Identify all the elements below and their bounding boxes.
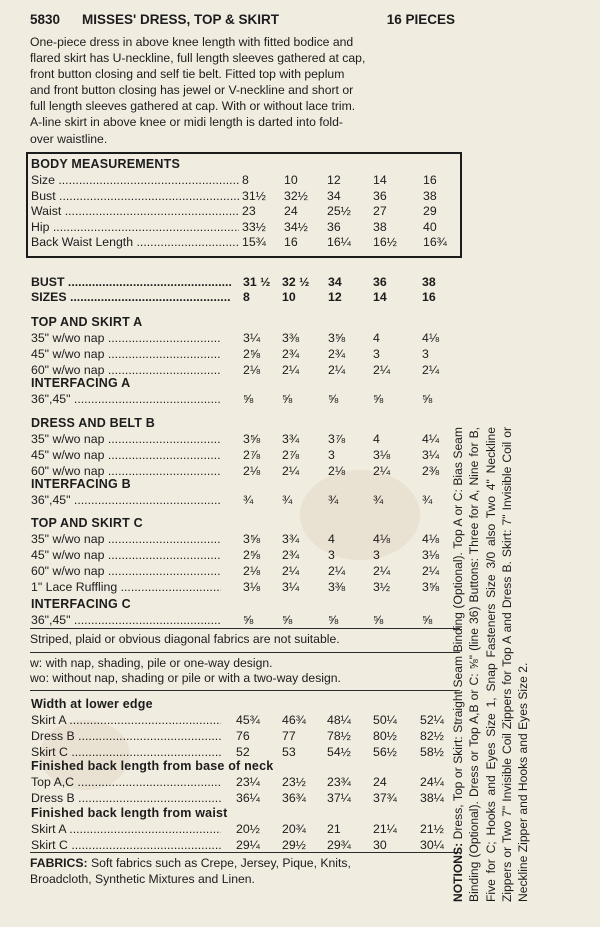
row-label: 45" w/wo nap ..... <box>31 347 221 362</box>
row-value: 3¼ <box>282 580 300 594</box>
row-value: 21¼ <box>373 822 397 836</box>
row-value: ¾ <box>328 493 339 507</box>
row-value: 29¼ <box>236 838 260 852</box>
row-value: 37¼ <box>327 791 351 805</box>
row-value: 46¾ <box>282 713 306 727</box>
description-line: full length sleeves gathered at cap. With or without lace trim. <box>30 99 356 114</box>
yardage-row <box>0 347 600 362</box>
divider <box>30 852 460 853</box>
measurement-row <box>0 204 600 219</box>
yardage-section-title: TOP AND SKIRT A <box>31 315 143 329</box>
piece-count: 16 PIECES <box>386 12 455 27</box>
row-value: 2¼ <box>282 363 300 377</box>
row-value: 77 <box>282 729 296 743</box>
row-label: 45" w/wo nap ..... <box>31 448 221 463</box>
row-label: Size ..... <box>31 173 239 188</box>
row-value: 3⅛ <box>243 580 261 594</box>
row-value: 31 ½ <box>243 275 271 289</box>
row-value: 21 <box>327 822 341 836</box>
description-line: and front button closing has jewel or V-neckline and short or <box>30 83 354 98</box>
row-label: 35" w/wo nap ..... <box>31 331 221 346</box>
description-line: over waistline. <box>30 131 108 146</box>
row-label: Skirt C ..... <box>31 838 221 853</box>
row-value: 56½ <box>373 745 397 759</box>
row-value: 3⅜ <box>282 331 300 345</box>
row-value: 36 <box>327 219 341 234</box>
description-line: flared skirt has U-neckline, full length sleeves gathered at cap, <box>30 51 366 66</box>
row-value: 4¼ <box>422 432 440 446</box>
row-value: 15¾ <box>242 235 266 249</box>
row-label: 60" w/wo nap ..... <box>31 564 221 579</box>
row-value: 23¼ <box>236 775 260 789</box>
row-value: 3¾ <box>282 432 300 446</box>
row-value: 29½ <box>282 838 306 852</box>
row-value: 3¾ <box>282 532 300 546</box>
row-value: 24 <box>284 204 298 218</box>
row-label: 35" w/wo nap ..... <box>31 532 221 547</box>
row-value: 24¼ <box>420 775 444 789</box>
row-value: ⅝ <box>373 392 384 406</box>
row-label: 35" w/wo nap ..... <box>31 432 221 447</box>
description-line: front button closing and self tie belt. Fitted top with peplum <box>30 67 345 82</box>
row-value: 40 <box>423 219 437 234</box>
row-value: ¾ <box>373 493 384 507</box>
yardage-section-title: INTERFACING A <box>31 376 131 390</box>
fabrics-text: Soft fabrics such as Crepe, Jersey, Pique, Knits, <box>90 856 351 870</box>
row-value: 16¼ <box>327 235 351 249</box>
row-value: 3½ <box>373 580 391 594</box>
row-label: 36",45" ..... <box>31 493 221 508</box>
pattern-description <box>30 34 455 147</box>
row-value: 3 <box>422 347 429 361</box>
yardage-section-title: TOP AND SKIRT C <box>31 516 143 530</box>
notions-block <box>450 427 531 902</box>
row-value: 4⅛ <box>373 532 391 546</box>
measurement-row <box>0 220 600 235</box>
row-value: 16½ <box>373 235 397 249</box>
pattern-number: 5830 <box>30 12 61 27</box>
row-value: 16 <box>423 173 437 187</box>
finished-group-title: Width at lower edge <box>31 697 153 711</box>
row-value: 58½ <box>420 745 444 759</box>
nap-note-with: w: with nap, shading, pile or one-way design. <box>30 656 273 670</box>
bust-row <box>0 275 600 290</box>
row-value: 4 <box>373 331 380 345</box>
row-value: 3⅝ <box>422 580 440 594</box>
row-value: 3⅝ <box>243 532 261 546</box>
row-value: 16 <box>284 235 298 249</box>
row-value: ⅝ <box>373 613 384 627</box>
row-value: 30 <box>373 838 387 852</box>
row-value: 12 <box>327 173 341 187</box>
row-value: 34 <box>328 275 342 289</box>
divider <box>30 690 460 691</box>
row-label: Back Waist Length ..... <box>31 235 239 250</box>
row-value: 2¼ <box>422 363 440 377</box>
row-value: 2⅛ <box>243 464 261 478</box>
description-line: A-line skirt in above knee or midi length is darted into fold- <box>30 115 343 130</box>
sizes-row <box>0 290 600 305</box>
row-label: Top A,C ..... <box>31 775 221 790</box>
yardage-row <box>0 331 600 346</box>
row-value: 53 <box>282 745 296 759</box>
row-value: 2¼ <box>328 564 346 578</box>
row-value: 2⅛ <box>243 564 261 578</box>
row-value: 34 <box>327 188 341 203</box>
row-value: ¾ <box>282 493 293 507</box>
row-value: 21½ <box>420 822 444 836</box>
row-label: Dress B ..... <box>31 729 221 744</box>
row-label: Dress B ..... <box>31 791 221 806</box>
row-value: 2⅝ <box>243 347 261 361</box>
row-value: 14 <box>373 290 387 304</box>
row-value: 4 <box>373 432 380 446</box>
row-value: 34½ <box>284 219 308 234</box>
row-value: 2⅛ <box>328 464 346 478</box>
row-value: 20¾ <box>282 822 306 836</box>
pattern-title: MISSES' DRESS, TOP & SKIRT <box>82 12 280 27</box>
row-value: 31½ <box>242 188 266 203</box>
row-value: 78½ <box>327 729 351 743</box>
row-value: ¾ <box>243 493 254 507</box>
measurement-row <box>0 189 600 204</box>
notions-label: NOTIONS: <box>451 842 465 902</box>
row-value: 8 <box>243 290 250 304</box>
row-value: ⅝ <box>243 392 254 406</box>
row-label: Bust ..... <box>31 189 239 204</box>
row-value: 3⅞ <box>328 432 346 446</box>
row-value: 29 <box>423 204 437 218</box>
row-value: 20½ <box>236 822 260 836</box>
row-value: 2⅞ <box>282 448 300 462</box>
row-value: 48¼ <box>327 713 351 727</box>
row-value: 2¼ <box>328 363 346 377</box>
yardage-section-title: INTERFACING B <box>31 477 131 491</box>
row-value: 54½ <box>327 745 351 759</box>
row-value: ⅝ <box>282 392 293 406</box>
row-value: 10 <box>282 290 296 304</box>
yardage-row <box>0 392 600 407</box>
yardage-section-title: DRESS AND BELT B <box>31 416 156 430</box>
row-label: 60" w/wo nap ..... <box>31 363 221 378</box>
row-label: BUST ..... <box>31 275 231 290</box>
row-value: ⅝ <box>282 613 293 627</box>
nap-note-without: wo: without nap, shading or pile or with a two-way design. <box>30 671 341 685</box>
row-value: 36¼ <box>236 791 260 805</box>
row-label: 36",45" ..... <box>31 392 221 407</box>
row-value: 2¼ <box>282 464 300 478</box>
row-label: Skirt A ..... <box>31 713 221 728</box>
row-value: 14 <box>373 173 387 187</box>
row-value: 2⅜ <box>422 464 440 478</box>
row-value: 45¾ <box>236 713 260 727</box>
row-value: 37¾ <box>373 791 397 805</box>
row-value: 16¾ <box>423 235 447 249</box>
row-value: 3⅛ <box>373 448 391 462</box>
row-value: 32½ <box>284 188 308 203</box>
row-value: 3⅝ <box>243 432 261 446</box>
row-value: 2⅞ <box>243 448 261 462</box>
row-value: 36¾ <box>282 791 306 805</box>
row-value: 36 <box>373 275 387 289</box>
row-value: 3 <box>328 448 335 462</box>
row-value: 50¼ <box>373 713 397 727</box>
row-value: 25½ <box>327 204 351 218</box>
divider <box>30 628 460 629</box>
row-value: 52 <box>236 745 250 759</box>
description-line: One-piece dress in above knee length with fitted bodice and <box>30 35 354 49</box>
row-value: 2¼ <box>282 564 300 578</box>
row-value: 3⅛ <box>422 548 440 562</box>
measurement-row <box>0 173 600 188</box>
row-value: 32 ½ <box>282 275 310 289</box>
pattern-header <box>30 12 455 30</box>
row-value: 2⅝ <box>243 548 261 562</box>
row-value: 3 <box>373 347 380 361</box>
notions-text: Dress, Top or Skirt: Straight Seam Binding (Optional). Top A or C: Bias Seam Binding (Optional). Dress or Top A,B or C: ⅝" (line 36) Buttons: Three for A, Nine for B, Five for C; Hooks and Eyes Size 1, Snap Fasteners Size 3/0 also Two 4" Neckline Zippers or Two 7" Invisible Coil Zippers for Top A and Dress B. Skirt: 7" Invisible Coil or Neckline Zipper and Hooks and Eyes Size 2. <box>451 427 531 902</box>
row-value: 2¼ <box>373 464 391 478</box>
row-value: 36 <box>373 188 387 203</box>
row-value: 38 <box>373 219 387 234</box>
fabrics-label: FABRICS: <box>30 856 88 870</box>
measurement-row <box>0 235 600 250</box>
row-value: 82½ <box>420 729 444 743</box>
row-value: 4⅛ <box>422 532 440 546</box>
row-value: 3 <box>373 548 380 562</box>
row-value: 3⅜ <box>328 580 346 594</box>
row-value: ⅝ <box>243 613 254 627</box>
row-value: 33½ <box>242 219 266 234</box>
fabrics-note <box>30 856 351 872</box>
row-value: 3 <box>328 548 335 562</box>
row-value: 52¼ <box>420 713 444 727</box>
row-value: 30¼ <box>420 838 444 852</box>
body-measurements-title: BODY MEASUREMENTS <box>31 157 181 171</box>
row-value: 2¾ <box>282 347 300 361</box>
divider <box>30 652 460 653</box>
row-value: ⅝ <box>328 392 339 406</box>
row-value: 80½ <box>373 729 397 743</box>
finished-group-title: Finished back length from base of neck <box>31 759 274 773</box>
row-value: 3¼ <box>243 331 261 345</box>
row-label: 1" Lace Ruffling ..... <box>31 580 221 595</box>
row-value: 16 <box>422 290 436 304</box>
row-value: 38¼ <box>420 791 444 805</box>
row-value: ⅝ <box>422 392 433 406</box>
row-value: 24 <box>373 775 387 789</box>
row-value: 2¼ <box>422 564 440 578</box>
row-value: 8 <box>242 173 249 187</box>
fabrics-note-continued: Broadcloth, Synthetic Mixtures and Linen. <box>30 872 255 886</box>
row-value: 4 <box>328 532 335 546</box>
row-value: ⅝ <box>422 613 433 627</box>
yardage-section-title: INTERFACING C <box>31 597 131 611</box>
row-value: 27 <box>373 204 387 218</box>
row-label: 36",45" ..... <box>31 613 221 628</box>
row-label: Skirt C ..... <box>31 745 221 760</box>
row-value: 2¼ <box>373 363 391 377</box>
row-value: 38 <box>423 188 437 203</box>
row-value: 38 <box>422 275 436 289</box>
row-value: 12 <box>328 290 342 304</box>
row-value: 76 <box>236 729 250 743</box>
row-value: 2⅛ <box>243 363 261 377</box>
row-value: 3⅝ <box>328 331 346 345</box>
row-value: 10 <box>284 173 298 187</box>
row-value: 4⅛ <box>422 331 440 345</box>
row-value: ⅝ <box>328 613 339 627</box>
row-label: SIZES ..... <box>31 290 231 305</box>
row-value: 23½ <box>282 775 306 789</box>
row-label: Skirt A ..... <box>31 822 221 837</box>
row-value: 23¾ <box>327 775 351 789</box>
row-value: ¾ <box>422 493 433 507</box>
row-value: 2¾ <box>328 347 346 361</box>
row-label: 45" w/wo nap ..... <box>31 548 221 563</box>
row-label: Waist ..... <box>31 204 239 219</box>
row-value: 29¾ <box>327 838 351 852</box>
row-label: 60" w/wo nap ..... <box>31 464 221 479</box>
fabric-note: Striped, plaid or obvious diagonal fabrics are not suitable. <box>30 632 340 646</box>
finished-group-title: Finished back length from waist <box>31 806 228 820</box>
row-value: 23 <box>242 204 256 218</box>
row-value: 2¼ <box>373 564 391 578</box>
row-value: 2¾ <box>282 548 300 562</box>
row-label: Hip ..... <box>31 220 239 235</box>
row-value: 3¼ <box>422 448 440 462</box>
